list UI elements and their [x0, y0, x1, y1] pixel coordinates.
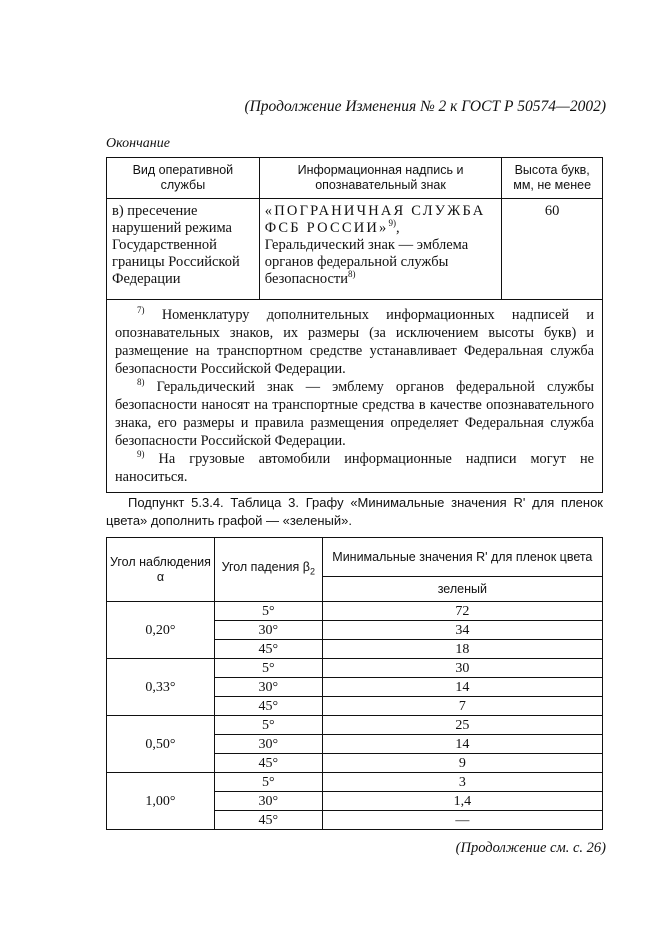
footnote-9: [115, 450, 594, 486]
table-row: [107, 602, 603, 621]
header-incidence-text: Угол падения β: [221, 559, 310, 574]
cell-height: 60: [502, 199, 603, 300]
header-incidence-sub: 2: [309, 566, 315, 577]
footnotes: [107, 300, 603, 493]
cell-incidence-angle: 30°: [214, 678, 322, 697]
page-header: (Продолжение Изменения № 2 к ГОСТ Р 50574—2002): [244, 98, 606, 115]
table-header-row: [107, 158, 603, 199]
footnote-7: [115, 306, 594, 378]
cell-green-value: 9: [322, 754, 602, 773]
footnote-mark: 8): [137, 377, 145, 388]
table-row: [107, 773, 603, 792]
footnote-text: На грузовые автомобили информационные надписи могут не наноситься.: [115, 451, 594, 485]
table-continuation-label: Окончание: [106, 136, 170, 151]
paragraph-text: Подпункт 5.3.4. Таблица 3. Графу «Минимальные значения R' для пленок цвета» дополнить графой — «зеленый».: [106, 495, 603, 528]
table-header-row: [107, 538, 603, 577]
header-incidence-angle: [214, 538, 322, 602]
cell-green-value: 14: [322, 678, 602, 697]
header-observation-angle: Угол наблюдения α: [107, 538, 215, 602]
cell-green-value: 1,4: [322, 792, 602, 811]
cell-incidence-angle: 5°: [214, 716, 322, 735]
cell-observation-angle: 0,33°: [107, 659, 215, 716]
header-inscription: Информационная надпись и опознавательный знак: [259, 158, 501, 199]
table-row: [107, 659, 603, 678]
header-height: Высота букв, мм, не менее: [502, 158, 603, 199]
cell-green-value: 30: [322, 659, 602, 678]
header-min-values: Минимальные значения R' для пленок цвета: [322, 538, 602, 577]
cell-incidence-angle: 45°: [214, 811, 322, 830]
header-green: зеленый: [322, 577, 602, 602]
cell-green-value: —: [322, 811, 602, 830]
cell-incidence-angle: 5°: [214, 602, 322, 621]
footnote-ref: 9): [388, 218, 396, 229]
cell-incidence-angle: 45°: [214, 697, 322, 716]
footnote-mark: 7): [137, 305, 145, 316]
cell-incidence-angle: 5°: [214, 659, 322, 678]
footnote-mark: 9): [137, 449, 145, 460]
cell-green-value: 14: [322, 735, 602, 754]
inscription-rest: , Геральдический знак — эмблема органов федеральной службы безопасности: [264, 220, 469, 287]
retroreflection-table: [106, 537, 603, 830]
table-row: [107, 716, 603, 735]
table-body: [107, 602, 603, 830]
footnote-text: Геральдический знак — эмблему органов федеральной службы безопасности наносят на транспортные средства в качестве опознавательного знака, его размеры и правила размещения определяет Федеральная служба безопасности Российской Федерации.: [115, 379, 594, 449]
cell-green-value: 18: [322, 640, 602, 659]
cell-incidence-angle: 30°: [214, 621, 322, 640]
cell-observation-angle: 0,20°: [107, 602, 215, 659]
cell-observation-angle: 0,50°: [107, 716, 215, 773]
cell-green-value: 3: [322, 773, 602, 792]
footnote-ref: 8): [348, 269, 356, 280]
footnote-text: Номенклатуру дополнительных информационных надписей и опознавательных знаков, их размеры (за исключением высоты букв) и размещение на транспортном средстве устанавливает Федеральная служба безопасности Российской Федерации.: [115, 307, 594, 377]
footnote-8: [115, 378, 594, 450]
services-table: [106, 157, 603, 493]
cell-incidence-angle: 30°: [214, 792, 322, 811]
cell-green-value: 72: [322, 602, 602, 621]
cell-green-value: 7: [322, 697, 602, 716]
amendment-paragraph: [106, 494, 603, 530]
header-service: Вид оперативной службы: [107, 158, 260, 199]
page-footer: (Продолжение см. с. 26): [455, 840, 606, 856]
cell-green-value: 25: [322, 716, 602, 735]
cell-service: в) пресечение нарушений режима Государственной границы Российской Федерации: [107, 199, 260, 300]
cell-incidence-angle: 45°: [214, 640, 322, 659]
cell-green-value: 34: [322, 621, 602, 640]
cell-inscription: [259, 199, 501, 300]
table-row: [107, 199, 603, 300]
cell-incidence-angle: 30°: [214, 735, 322, 754]
cell-incidence-angle: 5°: [214, 773, 322, 792]
footnotes-row: [107, 300, 603, 493]
cell-incidence-angle: 45°: [214, 754, 322, 773]
inscription-caps: «ПОГРАНИЧНАЯ СЛУЖБА ФСБ РОССИИ»: [264, 203, 486, 236]
cell-observation-angle: 1,00°: [107, 773, 215, 830]
